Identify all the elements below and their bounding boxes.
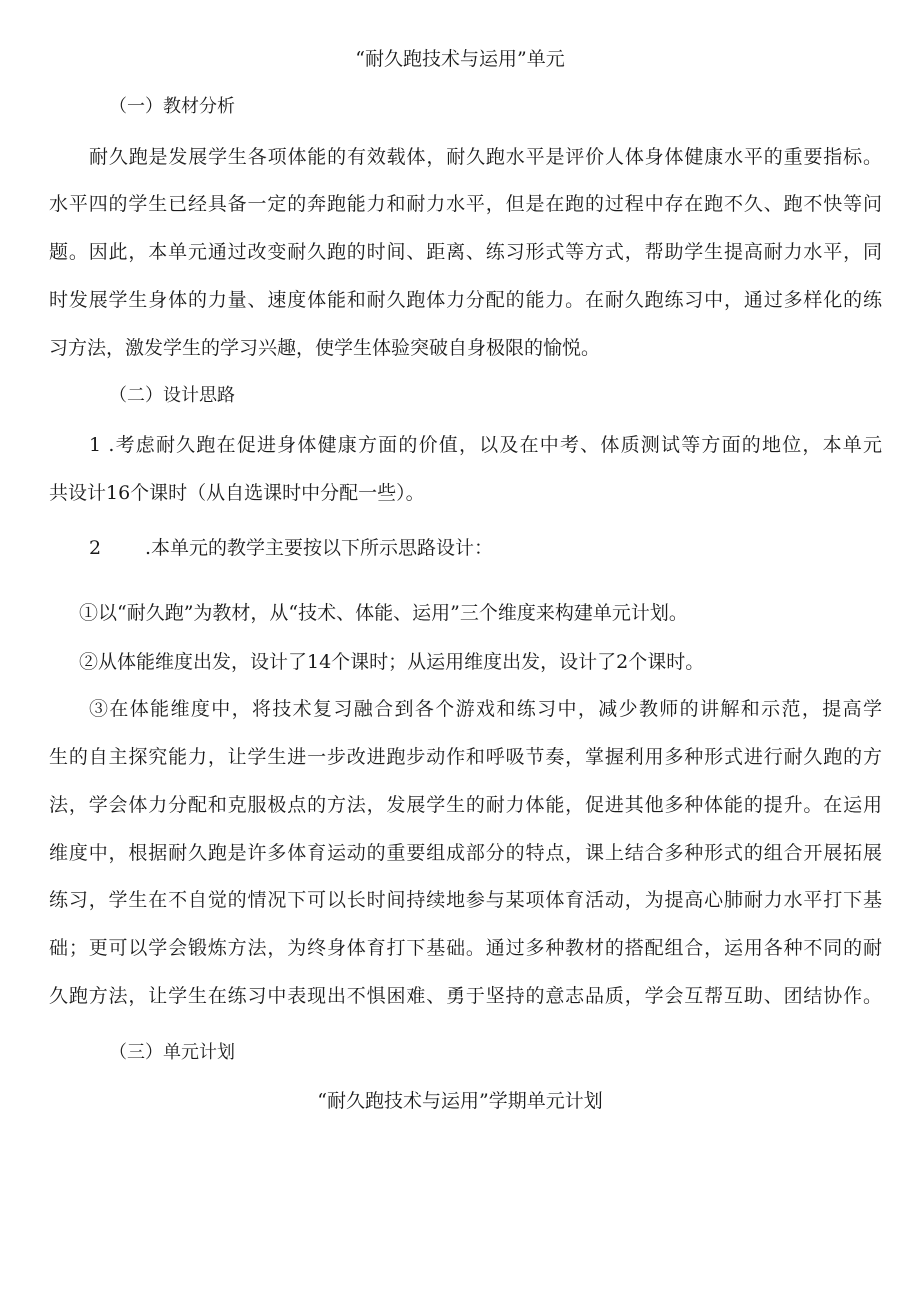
paragraph-line: 时发展学生身体的力量、速度体能和耐久跑体力分配的能力。在耐久跑练习中，通过多样化的练 <box>49 289 882 311</box>
section-heading-plan: （三）单元计划 <box>109 1042 235 1063</box>
design-point-3-line: ③在体能维度中，将技术复习融合到各个游戏和练习中，减少教师的讲解和示范，提高学 <box>89 698 882 720</box>
design-item-1-line: 共设计16个课时（从自选课时中分配一些）。 <box>49 482 425 504</box>
design-point-2: ②从体能维度出发，设计了14个课时；从运用维度出发，设计了2个课时。 <box>79 651 705 673</box>
page-title: “耐久跑技术与运用”单元 <box>355 48 565 70</box>
design-point-3-line: 础；更可以学会锻炼方法，为终身体育打下基础。通过多种教材的搭配组合，运用各种不同的耐 <box>49 937 882 959</box>
design-point-3-line: 久跑方法，让学生在练习中表现出不惧困难、勇于坚持的意志品质，学会互帮互助、团结协作。 <box>49 985 882 1007</box>
plan-subtitle: “耐久跑技术与运用”学期单元计划 <box>317 1090 603 1112</box>
design-point-1: ①以“耐久跑”为教材，从“技术、体能、运用”三个维度来构建单元计划。 <box>79 602 688 624</box>
paragraph-line: 习方法，激发学生的学习兴趣，使学生体验突破自身极限的愉悦。 <box>49 337 601 359</box>
design-item-2-text: .本单元的教学主要按以下所示思路设计： <box>145 537 494 559</box>
design-point-3-line: 法，学会体力分配和克服极点的方法，发展学生的耐力体能，促进其他多种体能的提升。在运用 <box>49 794 882 816</box>
design-item-1-line: 1 .考虑耐久跑在促进身体健康方面的价值，以及在中考、体质测试等方面的地位，本单元 <box>89 434 882 456</box>
design-item-2-number: 2 <box>89 537 102 559</box>
design-point-3-line: 生的自主探究能力，让学生进一步改进跑步动作和呼吸节奏，掌握利用多种形式进行耐久跑的方 <box>49 746 882 768</box>
design-point-3-line: 维度中，根据耐久跑是许多体育运动的重要组成部分的特点，课上结合多种形式的组合开展拓展 <box>49 842 882 864</box>
paragraph-line: 耐久跑是发展学生各项体能的有效载体，耐久跑水平是评价人体身体健康水平的重要指标。 <box>89 146 882 168</box>
paragraph-line: 题。因此，本单元通过改变耐久跑的时间、距离、练习形式等方式，帮助学生提高耐力水平，同 <box>49 241 882 263</box>
design-point-3-line: 练习，学生在不自觉的情况下可以长时间持续地参与某项体育活动，为提高心肺耐力水平打下基 <box>49 889 882 911</box>
section-heading-materials: （一）教材分析 <box>109 96 235 117</box>
section-heading-design: （二）设计思路 <box>109 385 235 406</box>
paragraph-line: 水平四的学生已经具备一定的奔跑能力和耐力水平，但是在跑的过程中存在跑不久、跑不快等问 <box>49 193 882 215</box>
